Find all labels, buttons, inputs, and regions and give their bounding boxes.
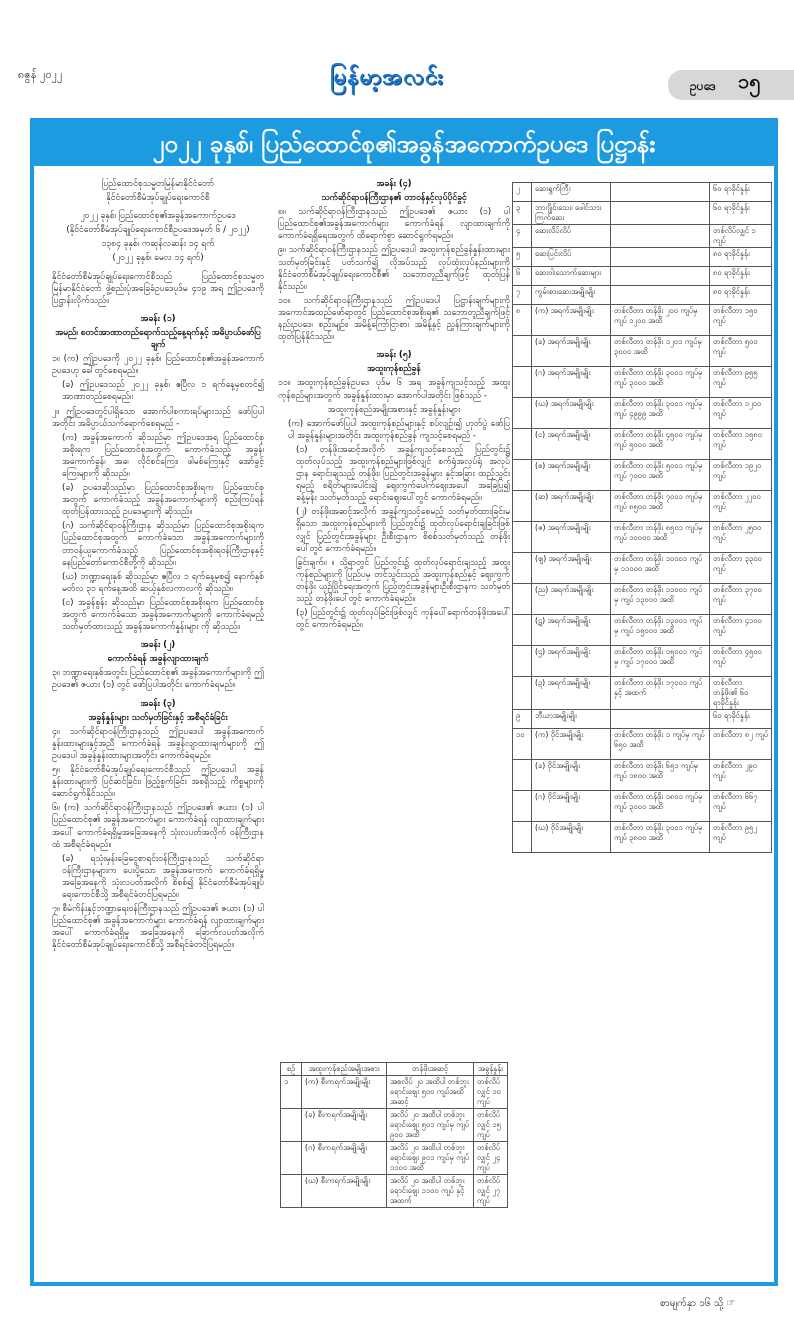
table-cell: တစ်လီတာ တန်ဖိုး ၁၁၀၀၁ ကျပ်မှ ကျပ် ၁၃၀၀၀ အထိ	[611, 584, 710, 615]
section-11: ၁၁။ အထူးကုန်စည်ခွန်ဥပဒေ ပုဒ်မ ၆ အရ အခွန်ကျသင့်သည့် အထူးကုန်စည်များအတွက် အခွန်နှုန်းထားမှာ အောက်ပါအတိုင်း ဖြစ်သည် -	[278, 378, 510, 401]
table-row	[513, 760, 772, 791]
table-cell	[513, 460, 532, 491]
chapter-1-title: အမည်၊ စတင်အာဏာတည်ရောက်သည့်နေ့ရက်နှင့် အဓိပ္ပာယ်ဖော်ပြချက်	[55, 327, 261, 351]
table-cell	[513, 760, 532, 791]
table-cell: တစ်လီတာ တန်ဖိုး ၄၅၀၀ ကျပ်မှ ကျပ် ၅၀၀၀ အထိ	[611, 429, 710, 460]
table-cell: ၇	[513, 286, 532, 305]
table-cell	[513, 367, 532, 398]
section-2: ၂။ ဤဥပဒေတွင်ပါရှိသော အောက်ပါစကားရပ်များသည် ဖော်ပြပါအတိုင်း အဓိပ္ပာယ်သက်ရောက်စေရမည် -	[52, 406, 264, 429]
table-cell	[513, 491, 532, 522]
table-cell	[513, 336, 532, 367]
section-1b: (ခ) ဤဥပဒေသည် ၂၀၂၂ ခုနှစ်၊ ဧပြီလ ၁ ရက်နေ့မှစတင်၍ အာဏာတည်စေရမည်။	[62, 380, 264, 403]
table-cell: (က) အရက်အမျိုးမျိုး	[532, 305, 611, 336]
table-cell: တစ်လီတာ တန်ဖိုး ၁၅၀၀၁ ကျပ်မှ ကျပ် ၁၇၀၀၀ အထိ	[611, 646, 710, 677]
table-cell: တစ်လိပ်လျှင် ၁၅ ကျပ်	[474, 1109, 508, 1142]
table-cell: (ဂ) ဝိုင်အမျိုးမျိုး	[532, 791, 611, 822]
table-cell	[513, 791, 532, 822]
section-10: ၁၀။ သက်ဆိုင်ရာဝန်ကြီးဌာနသည် ဤဥပဒေပါ ပြဋ္ဌာန်းချက်များကို အကောင်အထည်ဖော်ရာတွင် ပြည်ထောင်စုအစိုးရ၏ သဘောတူညီချက်ဖြင့် နည်းဥပဒေ၊ စည်းမျဉ်း၊ အမိန့်ကြော်ငြာစာ၊ အမိန့်နှင့် ညွှန်ကြားချက်များကို ထုတ်ပြန်နိုင်သည်။	[278, 295, 510, 343]
chapter-3-title: အခွန်နှုန်းများ သတ်မှတ်ခြင်းနှင့် အစီရင်ခံခြင်း	[88, 712, 228, 723]
table-cell: (စ) အရက်အမျိုးမျိုး	[532, 460, 611, 491]
table-cell: (က) ဝိုင်အမျိုးမျိုး	[532, 729, 611, 760]
tax-table-cigarettes	[280, 1062, 508, 1208]
section-2c: (ဂ) သက်ဆိုင်ရာဝန်ကြီးဌာန ဆိုသည်မှာ ပြည်ထောင်စုအစိုးရက ပြည်ထောင်စုအတွက် ကောက်ခံသော အခွန်အကောက်များကို တာဝန်ယူကောက်ခံသည့် ပြည်ထောင်စုအစိုးရဝန်ကြီးဌာနနှင့် နေပြည်တော်ကောင်စီတို့ကို ဆိုသည်။	[62, 521, 264, 568]
table-row	[513, 491, 772, 522]
table-cell: တစ်လီတာ ၁၅၈၀ ကျပ်	[710, 429, 772, 460]
date-myanmar: ၁၃၈၄ ခုနှစ်၊ ကဆုန်လဆန်း ၁၄ ရက်	[101, 239, 215, 250]
table-cell	[513, 522, 532, 553]
table-cell: တစ်လီတာ တန်ဖိုး ၆၅၁ ကျပ်မှ ကျပ် ၁၈၀၀ အထိ	[611, 760, 710, 791]
section-11a-3: (၃) ပြည်တွင်း၌ ထုတ်လုပ်ခြင်းဖြစ်လျှင် ကုန်ပေါ်ရောက်တန်ဖိုးအပေါ်တွင် ကောက်ခံရမည်။	[296, 608, 510, 631]
table-cell: အလိပ် ၂၀ အထိပါ တစ်ဘူး ရောင်းဈေး ၁၁၀၀ ကျပ် နှင့်အထက်	[387, 1175, 474, 1208]
table-cell: ၆	[513, 267, 532, 286]
table-cell: အလိပ် ၂၀ အထိပါ တစ်ဘူး ရောင်းဈေး ၉၀၁ ကျပ်မှ ကျပ် ၁၁၀၀ အထိ	[387, 1142, 474, 1175]
table-cell: တစ်လီတာ တန်ဖိုး ၂၀၀ ကျပ်မှ ကျပ် ၁၂၀၀ အထိ	[611, 305, 710, 336]
continued-note: စာမျက်နှာ ၁၆ သို့ ☞	[660, 1298, 736, 1309]
table-cell: တစ်လိပ်လျှင် ၁ ကျပ်	[710, 225, 772, 248]
table-cell	[513, 429, 532, 460]
table-row	[513, 460, 772, 491]
table-cell	[513, 584, 532, 615]
table-row	[513, 367, 772, 398]
table-cell	[611, 286, 710, 305]
section-2b: (ခ) ဥပဒေဆိုသည်မှာ ပြည်ထောင်စုအစိုးရက ပြည်ထောင်စုအတွက် ကောက်ခံသည့် အခွန်အကောက်များကို စည်းကြပ်ရန် ထုတ်ပြန်ထားသည့် ဥပဒေများကို ဆိုသည်။	[62, 483, 264, 518]
section-11a-proviso: ခြွင်းချက်။ ။ သို့ရာတွင် ပြည်တွင်း၌ ထုတ်လုပ်ရောင်းချသည့် အထူးကုန်စည်များကို ပြည်ပမှ တင်သွင်းသည့် အထူးကုန်စည်နှင့် ဈေးကွက်တန်ဖိုး ယှဉ်ပြိုင်ရေးအတွက် ပြည်တွင်းအခွန်များဦးစီးဌာနက သတ်မှတ်သည့် တန်ဖိုးပေါ်တွင် ကောက်ခံရမည်။	[296, 557, 510, 604]
table-cell: တစ်လီတာ တန်ဖိုး ၅၀၀၁ ကျပ်မှ ကျပ် ၇၀၀၀ အထိ	[611, 460, 710, 491]
table-row	[513, 729, 772, 760]
table-cell: တစ်လီတာ ၈၂ ကျပ်	[710, 729, 772, 760]
table-row	[513, 646, 772, 677]
table-cell: တစ်လီတာ ၁၂၀၀ ကျပ်	[710, 398, 772, 429]
table-cell: (ည) အရက်အမျိုးမျိုး	[532, 584, 611, 615]
preamble: နိုင်ငံတော်စီမံအုပ်ချုပ်ရေးကောင်စီသည် ပြည်ထောင်စုသမ္မတမြန်မာနိုင်ငံတော် ဖွဲ့စည်းပုံအခြေခံဥပဒေပုဒ်မ ၄၁၉ အရ ဤဥပဒေကို ပြဋ္ဌာန်းလိုက်သည်။	[52, 271, 264, 306]
table-cell: (ဌ) အရက်အမျိုးမျိုး	[532, 646, 611, 677]
issue-date: ၈ဇွန် ၂၀၂၂	[18, 68, 63, 81]
table-header: အခွန်နှုန်း	[474, 1063, 508, 1076]
section-2a: (က) အခွန်အကောက် ဆိုသည်မှာ ဤဥပဒေအရ ပြည်ထောင်စုအစိုးရက ပြည်ထောင်စုအတွက် ကောက်ခံသည့် အခွန်၊ အကောက်ခွန်၊ အခ၊ လိုင်စင်ကြေး၊ ဖါမစ်ကြေးနှင့် အော်ခွင့်ကြေးများကို ဆိုသည်။	[62, 432, 264, 479]
table-row	[281, 1142, 508, 1175]
table-cell: တစ်လီတာ ၃၃၀၀ ကျပ်	[710, 553, 772, 584]
section-11-subtitle: အထူးကုန်စည်အမျိုးအစားနှင့် အခွန်နှုန်းများ	[327, 404, 461, 415]
section-5: ၅။ နိုင်ငံတော်စီမံအုပ်ချုပ်ရေးကောင်စီသည် ဤဥပဒေပါ အခွန်နှုန်းထားများကို ပြင်ဆင်ခြင်း၊ ဖြည့်စွက်ခြင်း အစရှိသည့် ကိစ္စများကို ဆောင်ရွက်နိုင်သည်။	[52, 765, 264, 800]
issuer-line-2: နိုင်ငံတော်စီမံအုပ်ချုပ်ရေးကောင်စီ	[106, 193, 210, 204]
table-row	[513, 286, 772, 305]
table-cell: (က) စီးကရက်အမျိုးမျိုး	[302, 1076, 387, 1109]
table-cell: (ဈ) အရက်အမျိုးမျိုး	[532, 553, 611, 584]
table-cell: (ဍ) အရက်အမျိုးမျိုး	[532, 677, 611, 710]
table-cell	[281, 1109, 302, 1142]
table-cell: တစ်လီတာ ၄၅၀၀ ကျပ်	[710, 646, 772, 677]
section-8: ၈။ သက်ဆိုင်ရာဝန်ကြီးဌာနသည် ဤဥပဒေ၏ ဇယား (၁) ပါ ပြည်ထောင်စု၏အခွန်အကောက်များ ကောက်ခံရန် လျာထားချက်ကို ကောက်ခံရရှိရေးအတွက် ထိရောက်စွာ ဆောင်ရွက်ရမည်။	[278, 207, 510, 242]
table-cell	[611, 183, 710, 202]
table-cell: တစ်လီတာ ၆၆၇ ကျပ်	[710, 791, 772, 822]
table-cell: တစ်လီတာ ၂၉၀ ကျပ်	[710, 760, 772, 791]
chapter-5-title: အထူးကုန်စည်ခွန်	[367, 364, 421, 375]
table-cell: ၅	[513, 248, 532, 267]
table-cell: (ဇ) အရက်အမျိုးမျိုး	[532, 522, 611, 553]
table-header: အထူးကုန်စည်အမျိုးအစား	[302, 1063, 387, 1076]
table-cell: (ခ) အရက်အမျိုးမျိုး	[532, 336, 611, 367]
chapter-3-number: အခန်း (၃)	[140, 698, 176, 709]
table-cell: ၁၀	[513, 729, 532, 760]
table-cell: တစ်လီတာ တန်ဖိုး ၇၀၀၁ ကျပ်မှ ကျပ် ၈၅၀၀ အထိ	[611, 491, 710, 522]
table-cell: တစ်လီတာ တန်ဖိုး ၁၀၀၀၁ ကျပ်မှ ၁၁၀၀၀ အထိ	[611, 553, 710, 584]
chapter-2-number: အခန်း (၂)	[140, 640, 176, 651]
table-cell: ၈၀ ရာခိုင်နှုန်း	[710, 267, 772, 286]
table-cell: တစ်လီတာ ၄၁၀၀ ကျပ်	[710, 615, 772, 646]
table-cell: ၉	[513, 710, 532, 729]
table-cell: တစ်လီတာ တန်ဖိုး ၁၂၀၁ ကျပ်မှ ၃၀၀၀ အထိ	[611, 336, 710, 367]
table-cell: (ဃ) ဝိုင်အမျိုးမျိုး	[532, 822, 611, 853]
table-cell: တစ်လီတာ ၁၅၀ ကျပ်	[710, 305, 772, 336]
chapter-4-title: သက်ဆိုင်ရာဝန်ကြီးဌာန၏ တာဝန်နှင့်လုပ်ပိုင်ခွင့်	[321, 193, 467, 204]
table-cell: တစ်လီတာ တန်ဖိုး၏ ၆၀ ရာခိုင်နှုန်း	[710, 677, 772, 710]
table-cell: တစ်လီတာ တန်ဖိုး ၃၀၀၁ ကျပ်မှ ကျပ် ၄၉၉၉ အထိ	[611, 398, 710, 429]
chapter-1-number: အခန်း (၁)	[140, 313, 176, 324]
table-cell	[611, 202, 710, 225]
section-1a: ၁။ (က) ဤဥပဒေကို ၂၀၂၂ ခုနှစ်၊ ပြည်ထောင်စု၏အခွန်အကောက်ဥပဒေဟု ခေါ်တွင်စေရမည်။	[52, 354, 264, 377]
table-row	[513, 183, 772, 202]
table-row	[281, 1076, 508, 1109]
column-1	[52, 178, 264, 1276]
table-cell: ၈၀ ရာခိုင်နှုန်း	[710, 248, 772, 267]
table-cell: (ဂ) အရက်အမျိုးမျိုး	[532, 367, 611, 398]
table-row	[281, 1109, 508, 1142]
table-cell	[611, 248, 710, 267]
newspaper-logo: မြန်မာ့အလင်း	[330, 65, 444, 90]
article-title: ၂၀၂၂ ခုနှစ်၊ ပြည်ထောင်စု၏အခွန်အကောက်ဥပဒေ ပြဋ္ဌာန်း	[34, 122, 774, 166]
table-cell: ၆၀ ရာခိုင်နှုန်း	[710, 710, 772, 729]
section-3: ၃။ ဘဏ္ဍာရေးနှစ်အတွင်း ပြည်ထောင်စု၏ အခွန်အကောက်များကို ဤဥပဒေ၏ ဇယား (၁) တွင် ဖော်ပြပါအတိုင်း ကောက်ခံရမည်။	[52, 668, 264, 691]
law-number: (နိုင်ငံတော်စီမံအုပ်ချုပ်ရေးကောင်စီဥပဒေအမှတ် ၆ / ၂၀၂၂)	[66, 225, 250, 236]
date-gregorian: (၂၀၂၂ ခုနှစ်၊ မေလ ၁၄ ရက်)	[112, 253, 204, 264]
page-header	[0, 0, 794, 110]
table-cell	[611, 225, 710, 248]
table-cell: ဆေးလိပ်လိပ်	[532, 225, 611, 248]
table-cell: ၂	[513, 183, 532, 202]
table-row	[513, 429, 772, 460]
table-row	[513, 522, 772, 553]
table-row	[281, 1175, 508, 1208]
section-6a: ၆။ (က) သက်ဆိုင်ရာဝန်ကြီးဌာနသည် ဤဥပဒေ၏ ဇယား (၁) ပါ ပြည်ထောင်စု၏ အခွန်အကောက်များ ကောက်ခံရန် လျာထားချက်များအပေါ် ကောက်ခံရရှိမှုအခြေအနေကို သုံးလပတ်အလိုက် ဝန်ကြီးဌာနထံ အစီရင်ခံရမည်။	[52, 803, 264, 850]
table-row	[513, 677, 772, 710]
table-cell: (ခ) ဝိုင်အမျိုးမျိုး	[532, 760, 611, 791]
table-cell	[513, 553, 532, 584]
table-cell: ဆေးပြင်းလိပ်	[532, 248, 611, 267]
section-name: ဥပဒေ	[690, 79, 716, 93]
table-cell: တစ်လီတာ ၉၅၅ ကျပ်	[710, 367, 772, 398]
table-cell: တစ်လီတာ တန်ဖိုး ၁၈၀၁ ကျပ်မှ ကျပ် ၃၀၀၀ အထိ	[611, 791, 710, 822]
table-cell: အစလိပ် ၂၀ အထိပါ တစ်ဘူး ရောင်းဈေး ၅၀၀ ကျပ်အထိ အဆင့်	[387, 1076, 474, 1109]
table-cell: ဘီယာအမျိုးမျိုး	[532, 710, 611, 729]
table-cell	[281, 1142, 302, 1175]
section-tab	[668, 70, 794, 100]
table-cell: ၄	[513, 225, 532, 248]
table-cell: (ခ) စီးကရက်အမျိုးမျိုး	[302, 1109, 387, 1142]
table-cell: ၆၀ ရာခိုင်နှုန်း	[710, 183, 772, 202]
table-cell	[611, 710, 710, 729]
section-2d: (ဃ) ဘဏ္ဍာရေးနှစ် ဆိုသည်မှာ ဧပြီလ ၁ ရက်နေ့မှစ၍ နောက်နှစ် မတ်လ ၃၁ ရက်နေ့အထိ ဆယ့်နှစ်လကာလကို ဆိုသည်။	[62, 571, 264, 594]
table-cell: တစ်လီတာ ၁၉၂၀ ကျပ်	[710, 460, 772, 491]
law-name: ၂၀၂၂ ခုနှစ်၊ ပြည်ထောင်စု၏အခွန်အကောက်ဥပဒေ	[80, 211, 236, 222]
table-cell: (ဃ) စီးကရက်အမျိုးမျိုး	[302, 1175, 387, 1208]
table-cell: ဆေးဝါးသောက်ဆေးများ	[532, 267, 611, 286]
table-row	[513, 267, 772, 286]
table-cell: ဘာဂျိုင်းသေး၊ ဖေါင်သားကြက်ဆေး	[532, 202, 611, 225]
table-row	[513, 336, 772, 367]
table-cell: (ဂ) စီးကရက်အမျိုးမျိုး	[302, 1142, 387, 1175]
table-cell	[513, 398, 532, 429]
table-cell: ၆၀ ရာခိုင်နှုန်း	[710, 202, 772, 225]
table-cell	[513, 822, 532, 853]
table-row	[513, 615, 772, 646]
table-cell: ၈	[513, 305, 532, 336]
table-cell	[513, 615, 532, 646]
table-cell: ၃	[513, 202, 532, 225]
table-cell: (ဃ) အရက်အမျိုးမျိုး	[532, 398, 611, 429]
table-cell: (ဋ) အရက်အမျိုးမျိုး	[532, 615, 611, 646]
issuer-line-1: ပြည်ထောင်စုသမ္မတမြန်မာနိုင်ငံတော်	[101, 179, 215, 189]
table-header: စဉ်	[281, 1063, 302, 1076]
table-cell	[513, 646, 532, 677]
chapter-4-number: အခန်း (၄)	[376, 179, 412, 189]
table-row	[513, 791, 772, 822]
table-cell: (ဆ) အရက်အမျိုးမျိုး	[532, 491, 611, 522]
page-number: ၁၅	[738, 69, 761, 93]
table-cell: တစ်လီတာ တန်ဖိုး ၈၅၀၁ ကျပ်မှ ကျပ် ၁၀၀၀၀ အထိ	[611, 522, 710, 553]
table-cell: တစ်လီတာ တန်ဖိုး ၃၀၀၁ ကျပ်မှ ကျပ် ၃၈၀၀ အထိ	[611, 822, 710, 853]
section-6b: (ခ) ရသုံးမှန်းခြေငွေစာရင်းဝန်ကြီးဌာနသည် သက်ဆိုင်ရာဝန်ကြီးဌာနများက ပေးပို့သော အခွန်အကောက် ကောက်ခံရရှိမှုအခြေအနေကို သုံးလပတ်အလိုက် စိစစ်၍ နိုင်ငံတော်စီမံအုပ်ချုပ်ရေးကောင်စီသို့ အစီရင်ခံတင်ပြရမည်။	[62, 853, 264, 900]
chapter-2-title: ကောက်ခံရန် အခွန်လျာထားချက်	[107, 654, 209, 665]
table-cell: တစ်လီတာ တန်ဖိုး ၁၇၀၀၁ ကျပ်နှင့် အထက်	[611, 677, 710, 710]
table-cell: တစ်လီတာ ၃၇၀၀ ကျပ်	[710, 584, 772, 615]
section-4: ၄။ သက်ဆိုင်ရာဝန်ကြီးဌာနသည် ဤဥပဒေပါ အခွန်အကောက်နှုန်းထားများနှင့်အညီ ကောက်ခံရန် အခွန်လျာထားချက်များကို ဤဥပဒေပါ အခွန်နှုန်းထားများအတိုင်း ကောက်ခံရမည်။	[52, 726, 264, 761]
table-cell: တစ်လိပ်လျှင် ၂၇ ကျပ်	[474, 1175, 508, 1208]
section-2e: (င) အခွန်စွန်း ဆိုသည်မှာ ပြည်ထောင်စုအစိုးရက ပြည်ထောင်စုအတွက် ကောက်ခံသော အခွန်အကောက်များကို ကောက်ခံရမည့် သတ်မှတ်ထားသည့် အခွန်အကောက်နှုန်းများ ကို ဆိုသည်။	[62, 597, 264, 633]
table-cell: တစ်လိပ်လျှင် ၂၄ ကျပ်	[474, 1142, 508, 1175]
table-cell: တစ်လီတာ ၅၀၀ ကျပ်	[710, 336, 772, 367]
table-cell: ၁	[281, 1076, 302, 1109]
table-cell: ကွမ်းစားဆေးအမျိုးမျိုး	[532, 286, 611, 305]
table-cell	[281, 1175, 302, 1208]
table-header: တန်ဖိုးအဆင့်	[387, 1063, 474, 1076]
section-11a-2: (၂) တန်ဖိုးအဆင့်အလိုက် အခွန်ကျသင့်စေမည့် သတ်မှတ်ထားခြင်းမရှိသော အထူးကုန်စည်များကို ပြည်တွင်း၌ ထုတ်လုပ်ရောင်းချခြင်းဖြစ်လျှင် ပြည်တွင်းအခွန်များ ဦးစီးဌာနက စိစစ်သတ်မှတ်သည့် တန်ဖိုးပေါ်တွင် ကောက်ခံရမည်။	[296, 507, 510, 554]
table-row	[513, 398, 772, 429]
table-cell: တစ်လီတာ ၂၅၀၀ ကျပ်	[710, 522, 772, 553]
table-cell: တစ်လီတာ တန်ဖိုး ၃၀၀၁ ကျပ်မှ ကျပ် ၃၀၀၀ အထိ	[611, 367, 710, 398]
table-row	[513, 248, 772, 267]
table-row	[513, 225, 772, 248]
table-row	[513, 202, 772, 225]
table-row	[513, 305, 772, 336]
section-11a: (က) အောက်ဖော်ပြပါ အထူးကုန်စည်များနှင့် စပ်လျဉ်း၍ ဟုတ်ပွဲ ဖော်ပြပါ အခွန်နှုန်းများအတိုင်း အထူးကုန်စည်ခွန် ကျသင့်စေရမည် -	[288, 418, 510, 441]
table-cell: တစ်လီတာ ၉၅၂ ကျပ်	[710, 822, 772, 853]
table-cell: ၈၀ ရာခိုင်နှုန်း	[710, 286, 772, 305]
table-cell: (င) အရက်အမျိုးမျိုး	[532, 429, 611, 460]
table-cell: တစ်လီတာ တန်ဖိုး ၁ ကျပ်မှ ကျပ် ၆၅၀ အထိ	[611, 729, 710, 760]
tax-table-products	[512, 182, 772, 853]
section-7: ၇။ စီမံကိန်းနှင့်ဘဏ္ဍာရေးဝန်ကြီးဌာနသည် ဤဥပဒေ၏ ဇယား (၁) ပါ ပြည်ထောင်စု၏ အခွန်အကောက်များ ကောက်ခံရန် လျာထားချက်များအပေါ် ကောက်ခံရရှိမှု အခြေအနေကို ခြောက်လပတ်အလိုက် နိုင်ငံတော်စီမံအုပ်ချုပ်ရေးကောင်စီသို့ အစီရင်ခံတင်ပြရမည်။	[52, 904, 264, 951]
column-2	[278, 178, 510, 1058]
table-cell: တစ်လီတာ တန်ဖိုး ၁၃၀၀၁ ကျပ်မှ ကျပ် ၁၅၀၀၀ အထိ	[611, 615, 710, 646]
table-cell: အလိပ် ၂၀ အထိပါ တစ်ဘူး ရောင်းဈေး ၅၀၁ ကျပ်မှ ကျပ် ၉၀၀ အထိ	[387, 1109, 474, 1142]
chapter-5-number: အခန်း (၅)	[376, 350, 412, 361]
table-cell: တစ်လီတာ ၂၂၀၀ ကျပ်	[710, 491, 772, 522]
table-cell	[611, 267, 710, 286]
table-row	[513, 553, 772, 584]
table-cell	[513, 677, 532, 710]
table-cell: ဆေးရွက်ကြီး	[532, 183, 611, 202]
section-9: ၉။ သက်ဆိုင်ရာဝန်ကြီးဌာနသည် ဤဥပဒေပါ အထူးကုန်စည်ခွန်နှုန်းထားများ သတ်မှတ်ခြင်းနှင့် ပတ်သက်၍ လိုအပ်သည့် လုပ်ထုံးလုပ်နည်းများကို နိုင်ငံတော်စီမံအုပ်ချုပ်ရေးကောင်စီ၏ သဘောတူညီချက်ဖြင့် ထုတ်ပြန်နိုင်သည်။	[278, 245, 510, 292]
table-cell: တစ်လိပ်လျှင် ၁၀ ကျပ်	[474, 1076, 508, 1109]
table-row	[513, 710, 772, 729]
table-row	[513, 584, 772, 615]
table-row	[513, 822, 772, 853]
section-11a-1: (၁) တန်ဖိုးအဆင့်အလိုက် အခွန်ကျသင့်စေသည့် ပြည်တွင်း၌ ထုတ်လုပ်သည့် အထူးကုန်စည်များဖြစ်လျှင် စက်ရုံအလုပ်ရုံ အလုပ်ဌာန ရောင်းချသည့် တန်ဖိုး၊ ပြည်တွင်းအခွန်များ နှင့်အခြား ထည့်သွင်းရမည့် စရိတ်များပေါင်း၍ ဈေးကွက်ပေါက်ဈေးအပေါ် အခြေပြု၍ ခန့်မှန်း သတ်မှတ်သည့် ရောင်းဈေးပေါ်တွင် ကောက်ခံရမည်။	[296, 444, 510, 504]
